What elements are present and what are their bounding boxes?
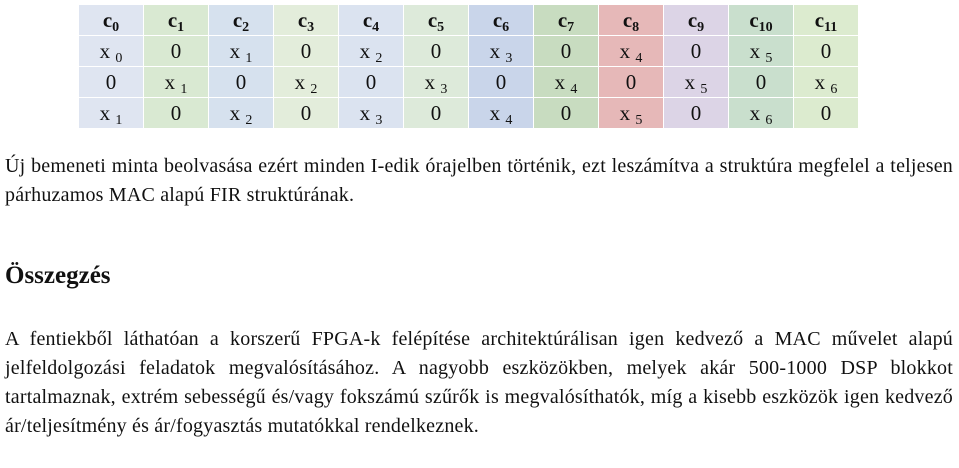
cell-subscript: 6 xyxy=(830,81,838,97)
cell-subscript: 7 xyxy=(567,19,575,35)
cell-subscript: 5 xyxy=(437,19,445,35)
cell-base: 0 xyxy=(235,69,247,94)
cell-base: x xyxy=(99,38,116,63)
cell-subscript: 5 xyxy=(635,112,643,128)
table-cell xyxy=(274,67,339,98)
table-cell xyxy=(664,36,729,67)
table-cell xyxy=(209,67,274,98)
cell-base: 0 xyxy=(690,100,702,125)
cell-base: x xyxy=(489,38,506,63)
table-header-cell xyxy=(794,5,859,36)
cell-base: x xyxy=(749,38,766,63)
cell-base: x xyxy=(359,100,376,125)
cell-base: 0 xyxy=(690,38,702,63)
table-header-cell xyxy=(404,5,469,36)
cell-subscript: 1 xyxy=(245,50,253,66)
table-cell xyxy=(729,67,794,98)
table-cell xyxy=(469,67,534,98)
cell-base: 0 xyxy=(365,69,377,94)
cell-subscript: 6 xyxy=(502,19,510,35)
table-header-cell xyxy=(729,5,794,36)
cell-base: c xyxy=(362,7,373,32)
cell-base: x xyxy=(229,100,246,125)
cell-subscript: 5 xyxy=(765,50,773,66)
cell-base: c xyxy=(814,7,825,32)
table-header-cell xyxy=(339,5,404,36)
table-cell xyxy=(794,98,859,129)
cell-subscript: 0 xyxy=(115,50,123,66)
cell-base: 0 xyxy=(625,69,637,94)
cell-subscript: 3 xyxy=(307,19,315,35)
cell-subscript: 3 xyxy=(440,81,448,97)
cell-base: x xyxy=(619,100,636,125)
table-cell xyxy=(79,98,144,129)
table-cell xyxy=(729,36,794,67)
cell-base: x xyxy=(619,38,636,63)
cell-base: 0 xyxy=(820,100,832,125)
table-cell xyxy=(404,98,469,129)
table-cell xyxy=(664,67,729,98)
cell-subscript: 4 xyxy=(372,19,380,35)
cell-base: 0 xyxy=(755,69,767,94)
summary-paragraph: A fentiekből láthatóan a korszerű FPGA-k felépítése architektúrálisan igen kedvező a MAC művelet alapú jelfeldolgozási feladatok megvalósításához. A nagyobb eszközökben, melyek akár 500-1000 DSP blokkot tartalmaznak, extrém sebességű és/vagy fokszámú szűrők is megvalósíthatók, míg a kisebb eszközök igen kedvező ár/teljesítmény és ár/fogyasztás mutatókkal rendelkeznek. xyxy=(5,328,953,437)
table-cell xyxy=(339,98,404,129)
cell-base: 0 xyxy=(300,38,312,63)
cell-base: c xyxy=(492,7,503,32)
cell-base: x xyxy=(489,100,506,125)
table-cell xyxy=(534,36,599,67)
cell-base: x xyxy=(554,69,571,94)
cell-base: 0 xyxy=(430,38,442,63)
table-cell xyxy=(794,67,859,98)
table-cell xyxy=(534,67,599,98)
table-row xyxy=(79,67,859,98)
table-header-cell xyxy=(664,5,729,36)
cell-base: x xyxy=(229,38,246,63)
table-cell xyxy=(404,36,469,67)
cell-base: c xyxy=(557,7,568,32)
table-header-cell xyxy=(469,5,534,36)
table-cell xyxy=(664,98,729,129)
table-header-cell xyxy=(79,5,144,36)
cell-subscript: 3 xyxy=(375,112,383,128)
cell-subscript: 2 xyxy=(242,19,250,35)
intro-paragraph: Új bemeneti minta beolvasása ezért minden I-edik órajelben történik, ezt leszámítva a struktúra megfelel a teljesen párhuzamos MAC alapú FIR struktúrának. xyxy=(5,155,953,206)
table-cell xyxy=(469,36,534,67)
cell-base: x xyxy=(424,69,441,94)
table-cell xyxy=(469,98,534,129)
cell-base: 0 xyxy=(560,100,572,125)
cell-subscript: 4 xyxy=(505,112,513,128)
table-cell xyxy=(404,67,469,98)
table-header-row xyxy=(79,5,859,36)
cell-base: x xyxy=(99,100,116,125)
cell-base: 0 xyxy=(300,100,312,125)
table-cell xyxy=(339,36,404,67)
cell-subscript: 4 xyxy=(635,50,643,66)
cell-base: c xyxy=(297,7,308,32)
table-cell xyxy=(79,67,144,98)
cell-base: x xyxy=(164,69,181,94)
table-header-cell xyxy=(209,5,274,36)
cell-subscript: 5 xyxy=(700,81,708,97)
cell-base: c xyxy=(232,7,243,32)
table-cell xyxy=(274,98,339,129)
cell-base: 0 xyxy=(430,100,442,125)
cell-base: c xyxy=(102,7,113,32)
cell-base: c xyxy=(749,7,759,32)
cell-base: x xyxy=(359,38,376,63)
table-cell xyxy=(144,67,209,98)
cell-subscript: 3 xyxy=(505,50,513,66)
table-cell xyxy=(209,98,274,129)
cell-subscript: 0 xyxy=(112,19,120,35)
cell-base: c xyxy=(687,7,698,32)
table-header-cell xyxy=(144,5,209,36)
cell-subscript: 1 xyxy=(180,81,188,97)
cell-subscript: 1 xyxy=(177,19,185,35)
table-cell xyxy=(599,67,664,98)
cell-subscript: 8 xyxy=(632,19,640,35)
table-row xyxy=(79,36,859,67)
table-header-cell xyxy=(599,5,664,36)
cell-subscript: 6 xyxy=(765,112,773,128)
table-cell xyxy=(794,36,859,67)
cell-subscript: 1 xyxy=(115,112,123,128)
cell-subscript: 4 xyxy=(570,81,578,97)
cell-base: x xyxy=(814,69,831,94)
table-cell xyxy=(209,36,274,67)
table-row xyxy=(79,98,859,129)
cell-base: c xyxy=(427,7,438,32)
table-header-cell xyxy=(534,5,599,36)
table-cell xyxy=(144,98,209,129)
cell-subscript: 2 xyxy=(245,112,253,128)
table-cell xyxy=(144,36,209,67)
coefficient-table-body xyxy=(79,5,859,129)
table-header-cell xyxy=(274,5,339,36)
cell-base: 0 xyxy=(105,69,117,94)
table-cell xyxy=(599,36,664,67)
cell-base: c xyxy=(167,7,178,32)
table-cell xyxy=(534,98,599,129)
cell-base: 0 xyxy=(170,100,182,125)
cell-base: x xyxy=(294,69,311,94)
table-cell xyxy=(729,98,794,129)
table-cell xyxy=(79,36,144,67)
cell-base: 0 xyxy=(560,38,572,63)
cell-base: 0 xyxy=(170,38,182,63)
cell-subscript: 2 xyxy=(310,81,318,97)
coefficient-table xyxy=(78,4,859,129)
cell-base: 0 xyxy=(820,38,832,63)
cell-base: c xyxy=(622,7,633,32)
cell-subscript: 9 xyxy=(697,19,705,35)
cell-base: x xyxy=(684,69,701,94)
table-cell xyxy=(599,98,664,129)
cell-base: 0 xyxy=(495,69,507,94)
section-heading: Összegzés xyxy=(5,262,111,289)
table-cell xyxy=(274,36,339,67)
cell-subscript: 11 xyxy=(824,19,838,35)
cell-base: x xyxy=(749,100,766,125)
cell-subscript: 10 xyxy=(758,19,773,35)
cell-subscript: 2 xyxy=(375,50,383,66)
table-cell xyxy=(339,67,404,98)
